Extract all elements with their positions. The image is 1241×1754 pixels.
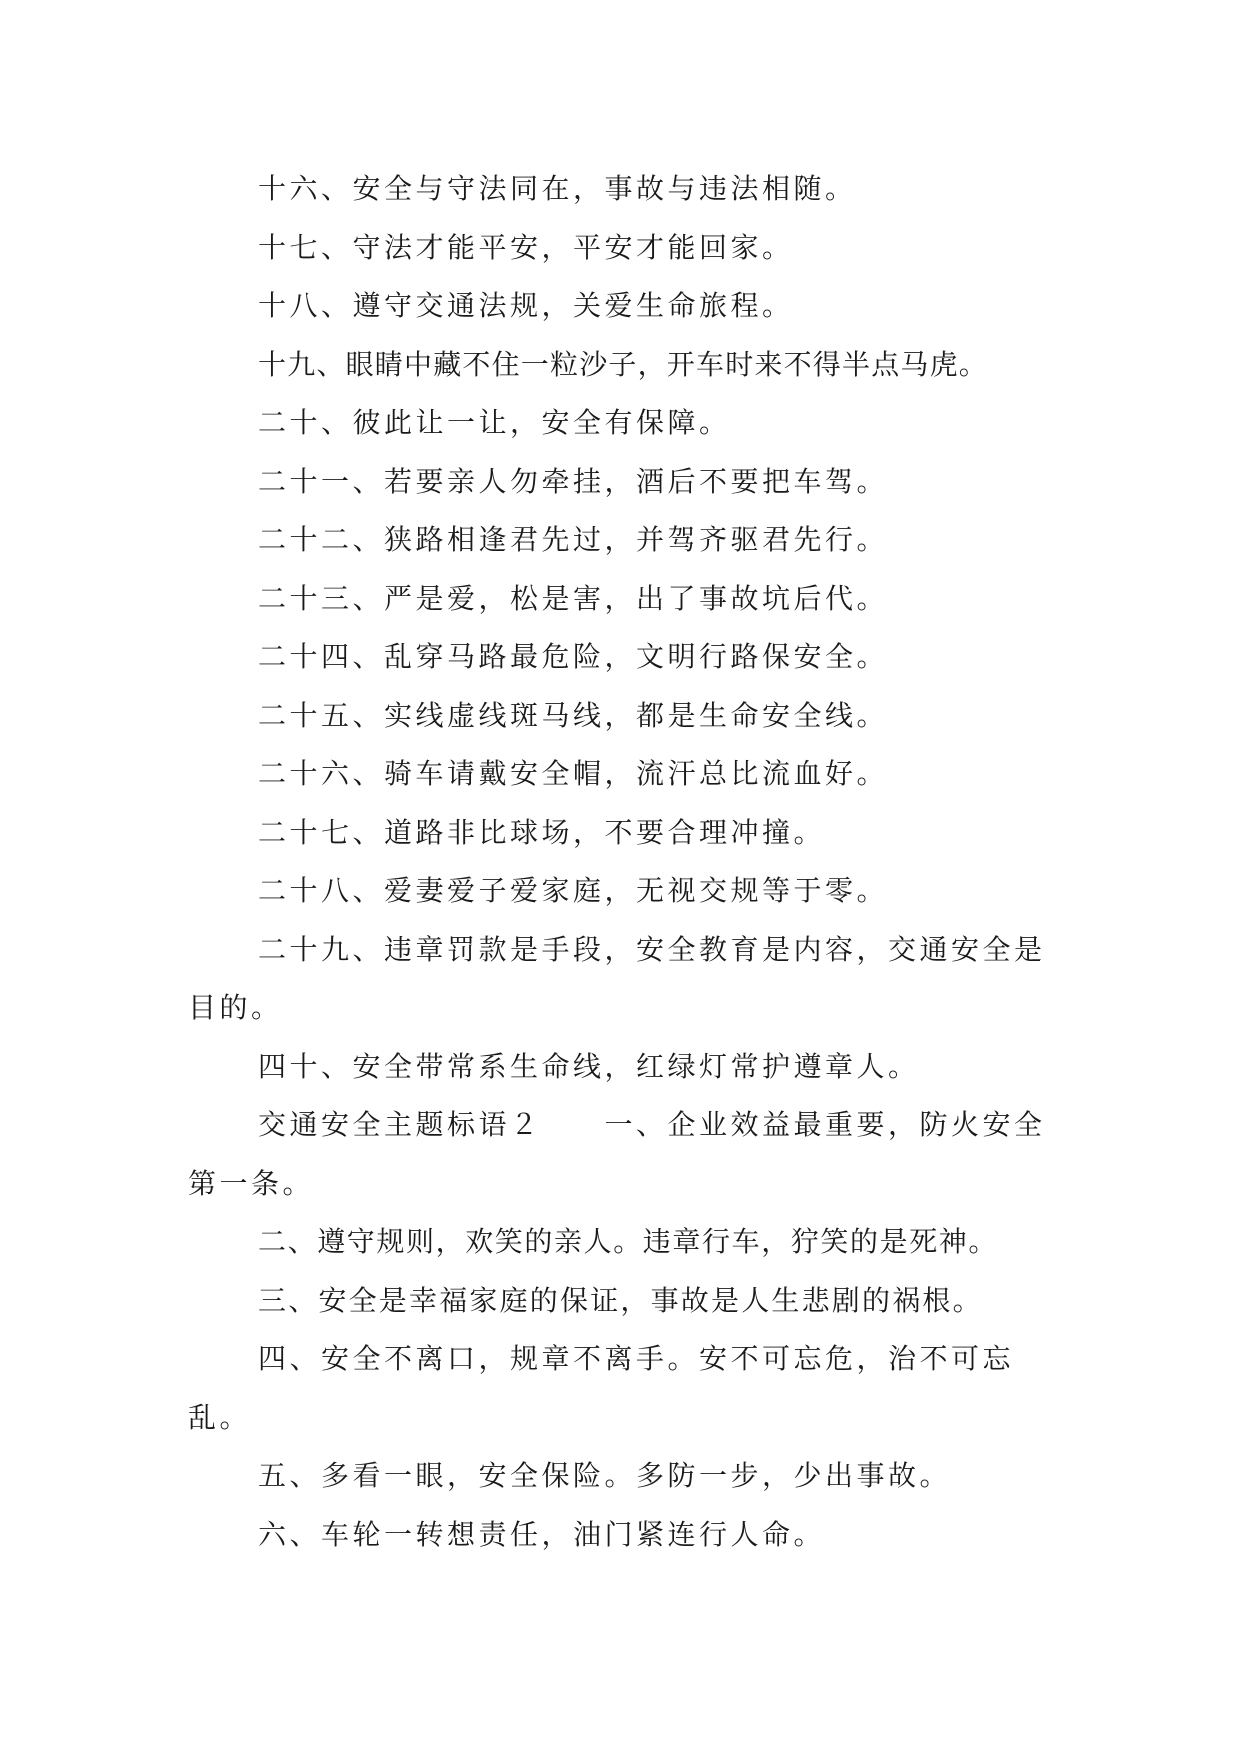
paragraph-23: 二十三、严是爱，松是害，出了事故坑后代。 — [258, 581, 889, 615]
paragraph-18: 十八、遵守交通法规，关爱生命旅程。 — [258, 289, 794, 322]
paragraph-25: 二十五、实线虚线斑马线，都是生命安全线。 — [258, 698, 889, 732]
paragraph-3: 三、安全是幸福家庭的保证，事故是人生悲剧的祸根。 — [258, 1283, 983, 1317]
paragraph-29: 二十九、违章罚款是手段，安全教育是内容，交通安全是目的。 — [188, 932, 1046, 1024]
paragraph-24: 二十四、乱穿马路最危险，文明行路保安全。 — [258, 640, 889, 673]
paragraph-27: 二十七、道路非比球场，不要合理冲撞。 — [258, 815, 826, 849]
paragraph-19: 十九、眼睛中藏不住一粒沙子，开车时来不得半点马虎。 — [258, 347, 989, 381]
paragraph-17: 十七、守法才能平安，平安才能回家。 — [258, 230, 794, 264]
paragraph-40: 四十、安全带常系生命线，红绿灯常护遵章人。 — [258, 1049, 920, 1083]
paragraph-28: 二十八、爱妻爱子爱家庭，无视交规等于零。 — [258, 874, 889, 907]
section-heading-slogans-2: 交通安全主题标语２ 一、企业效益最重要，防火安全第一条。 — [188, 1108, 1046, 1200]
document-body — [188, 160, 1063, 1564]
paragraph-21: 二十一、若要亲人勿牵挂，酒后不要把车驾。 — [258, 464, 889, 498]
paragraph-5: 五、多看一眼，安全保险。多防一步，少出事故。 — [258, 1459, 952, 1492]
paragraph-4: 四、安全不离口，规章不离手。安不可忘危，治不可忘乱。 — [188, 1342, 1015, 1434]
paragraph-16: 十六、安全与守法同在，事故与违法相随。 — [258, 172, 857, 205]
paragraph-2: 二、遵守规则，欢笑的亲人。违章行车，狞笑的是死神。 — [258, 1225, 999, 1258]
paragraph-22: 二十二、狭路相逢君先过，并驾齐驱君先行。 — [258, 523, 889, 556]
paragraph-6: 六、车轮一转想责任，油门紧连行人命。 — [258, 1517, 826, 1551]
paragraph-20: 二十、彼此让一让，安全有保障。 — [258, 406, 731, 439]
paragraph-26: 二十六、骑车请戴安全帽，流汗总比流血好。 — [258, 757, 889, 790]
